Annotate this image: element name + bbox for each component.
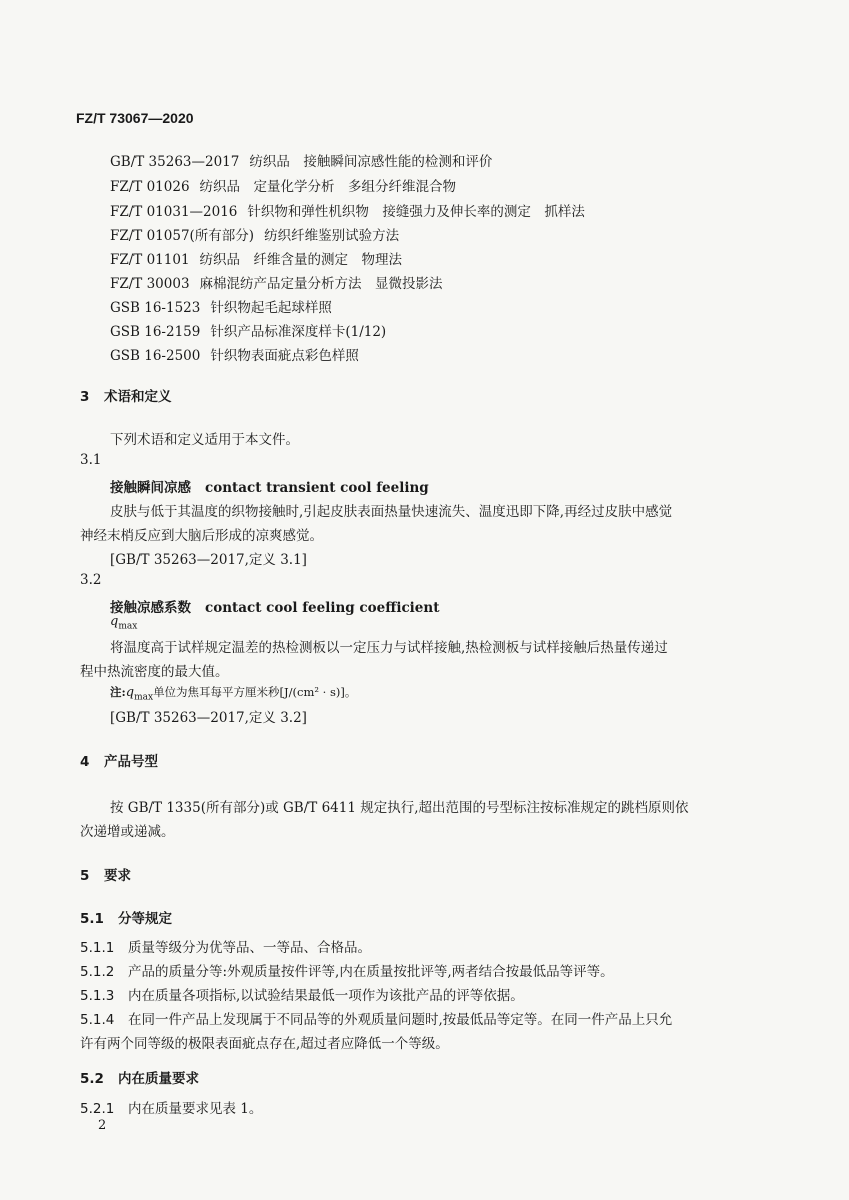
reference-item: FZ/T 30003 麻棉混纺产品定量分析方法 显微投影法	[110, 276, 443, 292]
paragraph: 按 GB/T 1335(所有部分)或 GB/T 6411 规定执行,超出范围的号型标注按标准规定的跳档原则依	[110, 800, 689, 816]
term-title: 接触瞬间凉感 contact transient cool feeling	[110, 480, 429, 496]
clause: 5.1.4 在同一件产品上发现属于不同品等的外观质量问题时,按最低品等定等。在同一件产品上只允	[80, 1012, 673, 1028]
section-heading: 3 术语和定义	[80, 389, 172, 405]
term-source: [GB/T 35263—2017,定义 3.1]	[110, 552, 307, 568]
reference-item: GSB 16-2500 针织物表面疵点彩色样照	[110, 348, 359, 364]
standard-header: FZ/T 73067—2020	[76, 110, 194, 126]
clause-cont: 许有两个同等级的极限表面疵点存在,超过者应降低一个等级。	[80, 1036, 449, 1052]
clause: 5.1.2 产品的质量分等:外观质量按件评等,内在质量按批评等,两者结合按最低品等评等。	[80, 964, 614, 980]
reference-item: FZ/T 01026 纺织品 定量化学分析 多组分纤维混合物	[110, 179, 457, 195]
clause: 5.2.1 内在质量要求见表 1。	[80, 1101, 263, 1117]
reference-item: FZ/T 01101 纺织品 纤维含量的测定 物理法	[110, 252, 403, 268]
term-source: [GB/T 35263—2017,定义 3.2]	[110, 710, 307, 726]
clause: 5.1.3 内在质量各项指标,以试验结果最低一项作为该批产品的评等依据。	[80, 988, 524, 1004]
reference-item: GSB 16-1523 针织物起毛起球样照	[110, 300, 332, 316]
reference-item: FZ/T 01031—2016 针织物和弹性机织物 接缝强力及伸长率的测定 抓样法	[110, 204, 585, 220]
section-intro: 下列术语和定义适用于本文件。	[110, 432, 299, 448]
paragraph-cont: 次递增或递减。	[80, 824, 175, 840]
section-heading: 5 要求	[80, 868, 131, 884]
term-title: 接触凉感系数 contact cool feeling coefficient	[110, 600, 440, 616]
reference-item: GSB 16-2159 针织产品标准深度样卡(1/12)	[110, 324, 387, 340]
term-definition-cont: 程中热流密度的最大值。	[80, 664, 229, 680]
section-heading: 4 产品号型	[80, 754, 158, 770]
term-number: 3.1	[80, 452, 102, 468]
clause: 5.1.1 质量等级分为优等品、一等品、合格品。	[80, 940, 371, 956]
term-note: 注$:q_{max}$单位为焦耳每平方厘米秒[J/(cm² · s)]。	[110, 685, 357, 703]
page-number: 2	[98, 1118, 107, 1133]
subsection-heading: 5.1 分等规定	[80, 911, 172, 927]
term-definition: 将温度高于试样规定温差的热检测板以一定压力与试样接触,热检测板与试样接触后热量传递过	[110, 640, 668, 656]
term-symbol: $q_{max}$	[110, 614, 138, 632]
subsection-heading: 5.2 内在质量要求	[80, 1071, 199, 1087]
term-definition-cont: 神经末梢反应到大脑后形成的凉爽感觉。	[80, 528, 323, 544]
reference-item: GB/T 35263—2017 纺织品 接触瞬间凉感性能的检测和评价	[110, 154, 493, 170]
reference-item: FZ/T 01057(所有部分) 纺织纤维鉴别试验方法	[110, 228, 400, 244]
term-number: 3.2	[80, 572, 102, 588]
term-definition: 皮肤与低于其温度的织物接触时,引起皮肤表面热量快速流失、温度迅即下降,再经过皮肤中感觉	[110, 504, 673, 520]
